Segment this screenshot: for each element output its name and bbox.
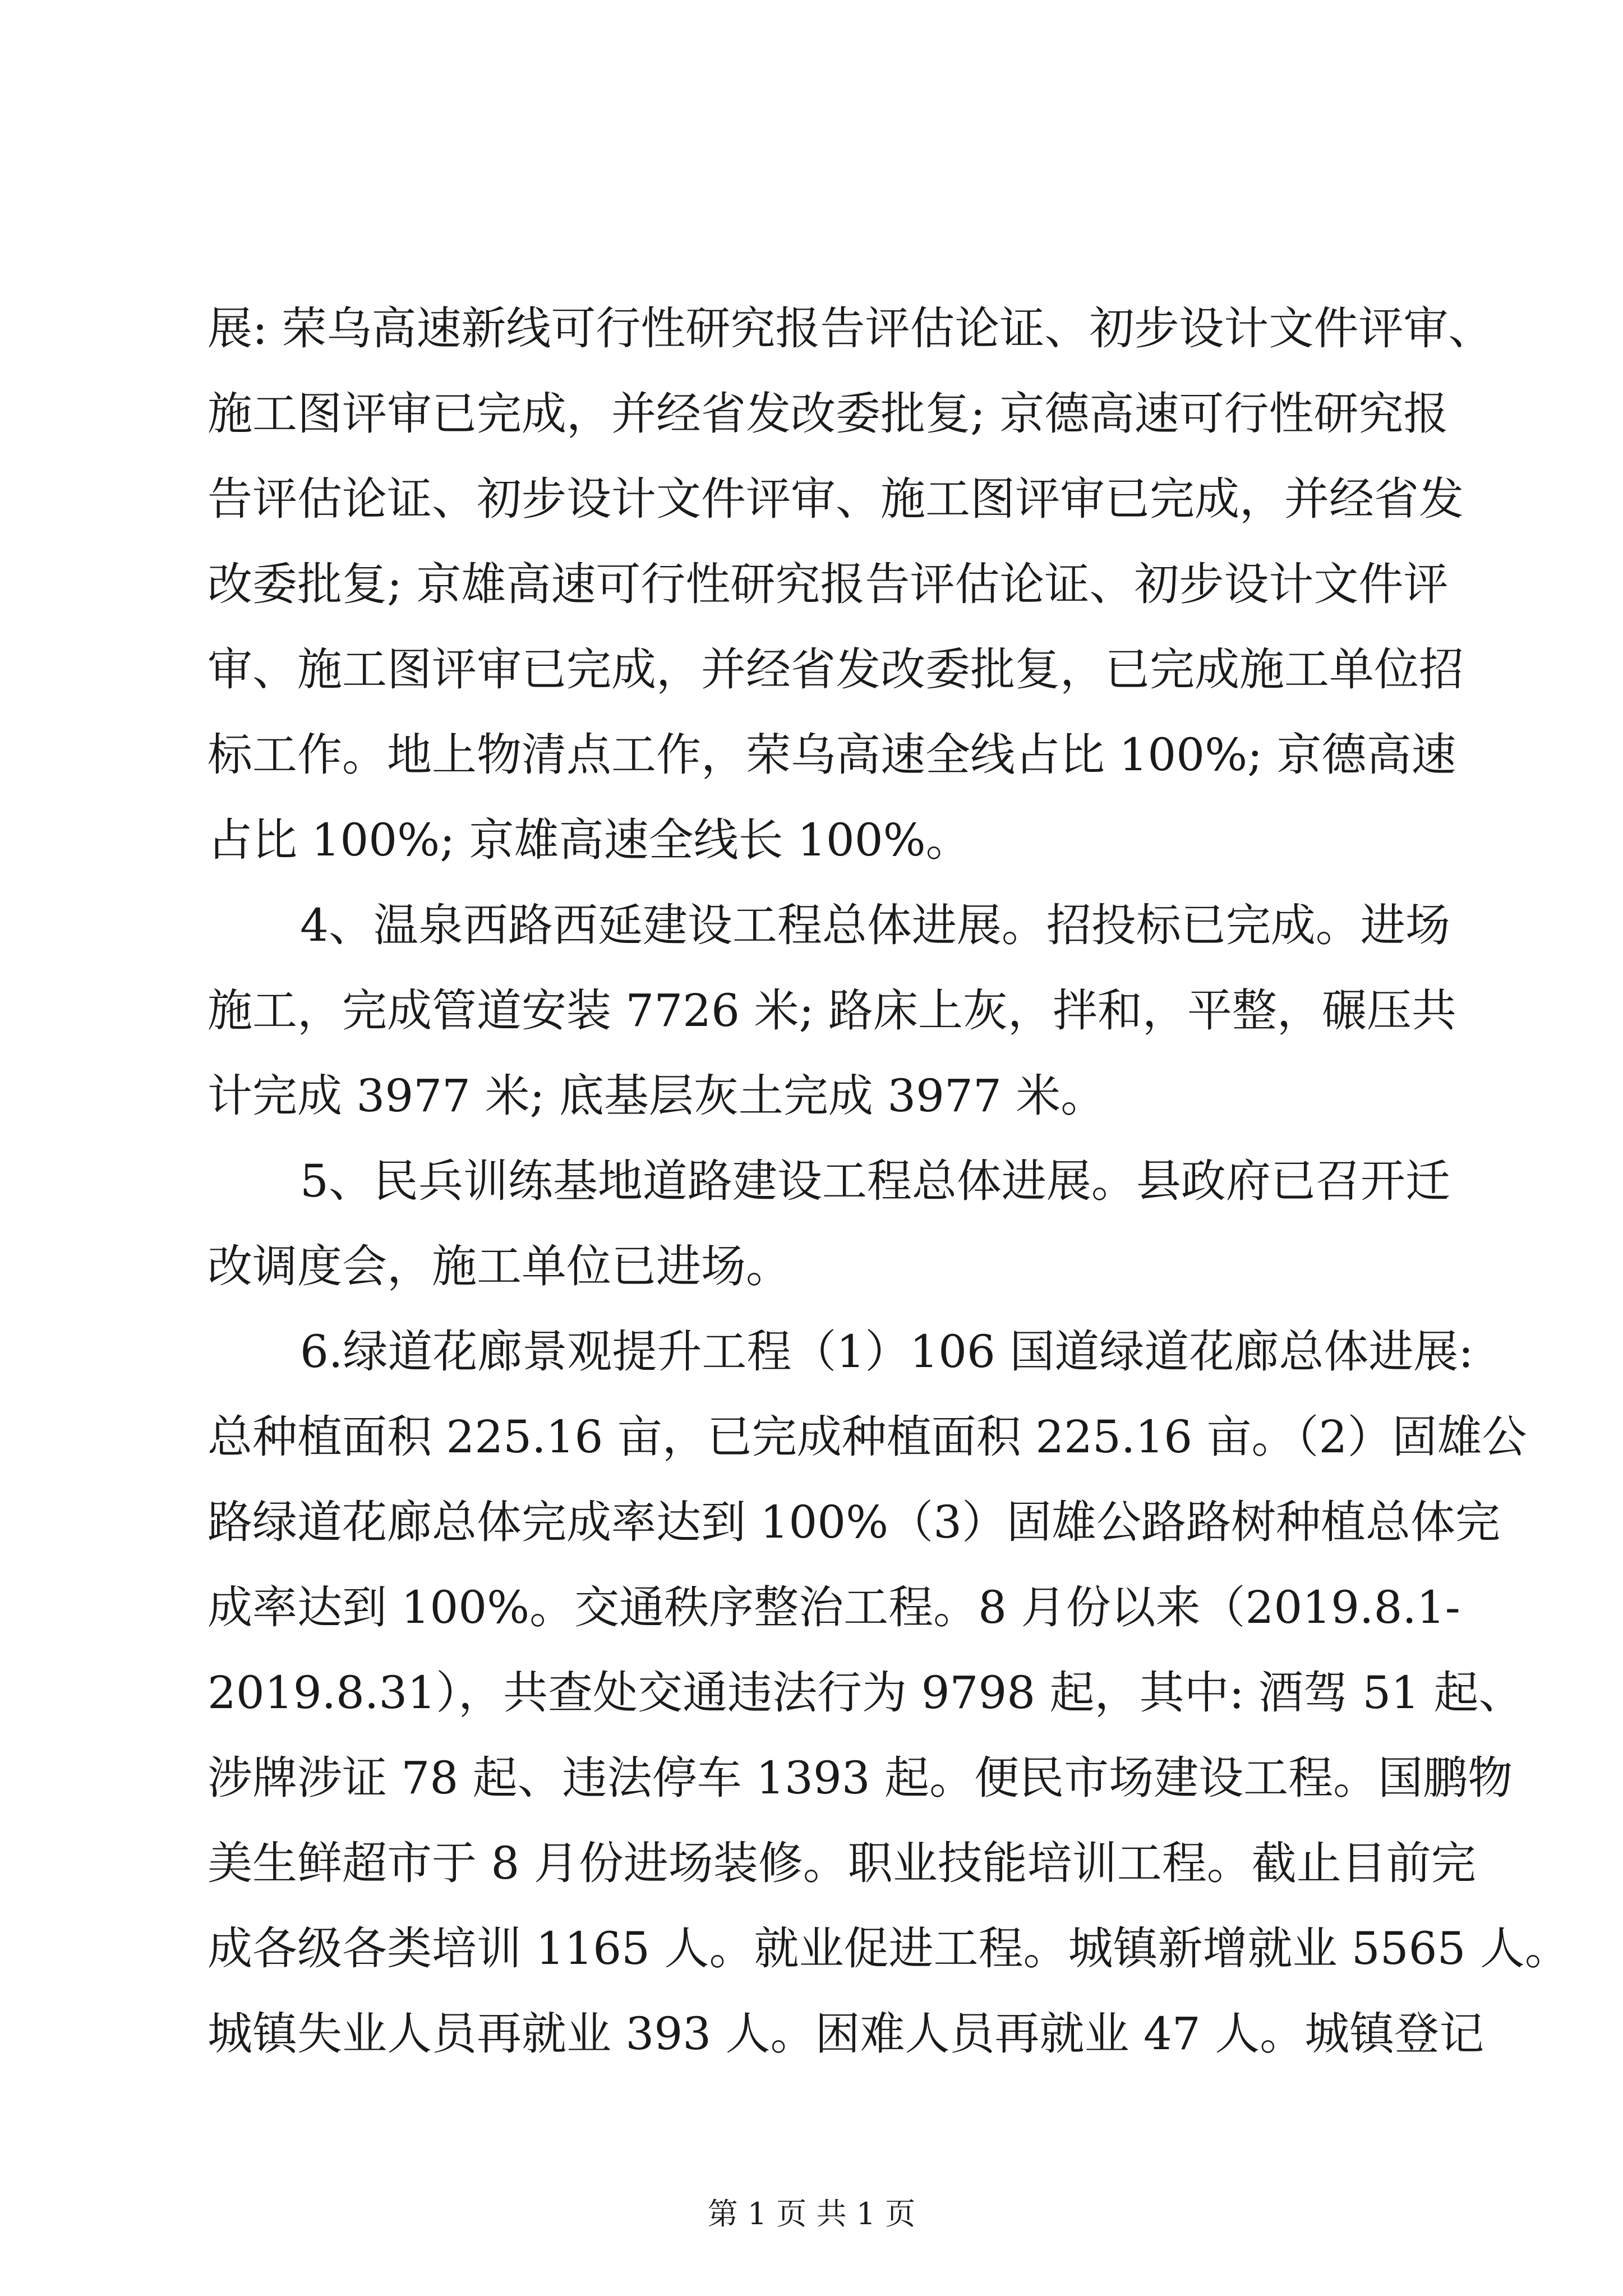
text-line: 占比 100%; 京雄高速全线长 100%。 (208, 814, 971, 866)
text-line: 审、施工图评审已完成，并经省发改委批复，已完成施工单位招 (208, 643, 1464, 696)
text-line: 计完成 3977 米; 底基层灰土完成 3977 米。 (208, 1070, 1106, 1122)
text-line: 施工，完成管道安装 7726 米; 路床上灰，拌和，平整，碾压共 (208, 984, 1456, 1037)
text-line: 美生鲜超市于 8 月份进场装修。职业技能培训工程。截止目前完 (208, 1837, 1476, 1889)
text-line: 改委批复; 京雄高速可行性研究报告评估论证、初步设计文件评 (208, 558, 1449, 610)
text-line: 告评估论证、初步设计文件评审、施工图评审已完成，并经省发 (208, 473, 1464, 525)
paragraph-first-line: 5、民兵训练基地道路建设工程总体进展。县政府已召开迁 (300, 1155, 1450, 1207)
text-line: 成率达到 100%。交通秩序整治工程。8 月份以来（2019.8.1- (208, 1581, 1460, 1634)
text-line: 总种植面积 225.16 亩，已完成种植面积 225.16 亩。（2）固雄公 (208, 1411, 1527, 1463)
text-line: 标工作。地上物清点工作，荣乌高速全线占比 100%; 京德高速 (208, 729, 1456, 781)
paragraph-first-line: 4、温泉西路西延建设工程总体进展。招投标已完成。进场 (300, 899, 1450, 951)
page-footer: 第 1 页 共 1 页 (707, 2196, 916, 2231)
text-line: 施工图评审已完成，并经省发改委批复; 京德高速可行性研究报 (208, 388, 1449, 440)
text-line: 路绿道花廊总体完成率达到 100%（3）固雄公路路树种植总体完 (208, 1496, 1501, 1548)
document-body (208, 286, 1570, 2077)
text-line: 涉牌涉证 78 起、违法停车 1393 起。便民市场建设工程。国鹏物 (208, 1752, 1513, 1804)
text-line: 改调度会，施工单位已进场。 (208, 1240, 791, 1292)
text-line: 成各级各类培训 1165 人。就业促进工程。城镇新增就业 5565 人。 (208, 1922, 1570, 1975)
paragraph-first-line: 6.绿道花廊景观提升工程（1）106 国道绿道花廊总体进展: (300, 1326, 1474, 1378)
text-line: 展: 荣乌高速新线可行性研究报告评估论证、初步设计文件评审、 (208, 302, 1493, 355)
text-line: 2019.8.31），共查处交通违法行为 9798 起，其中: 酒驾 51 起、 (208, 1667, 1524, 1719)
text-line: 城镇失业人员再就业 393 人。困难人员再就业 47 人。城镇登记 (208, 2008, 1484, 2060)
